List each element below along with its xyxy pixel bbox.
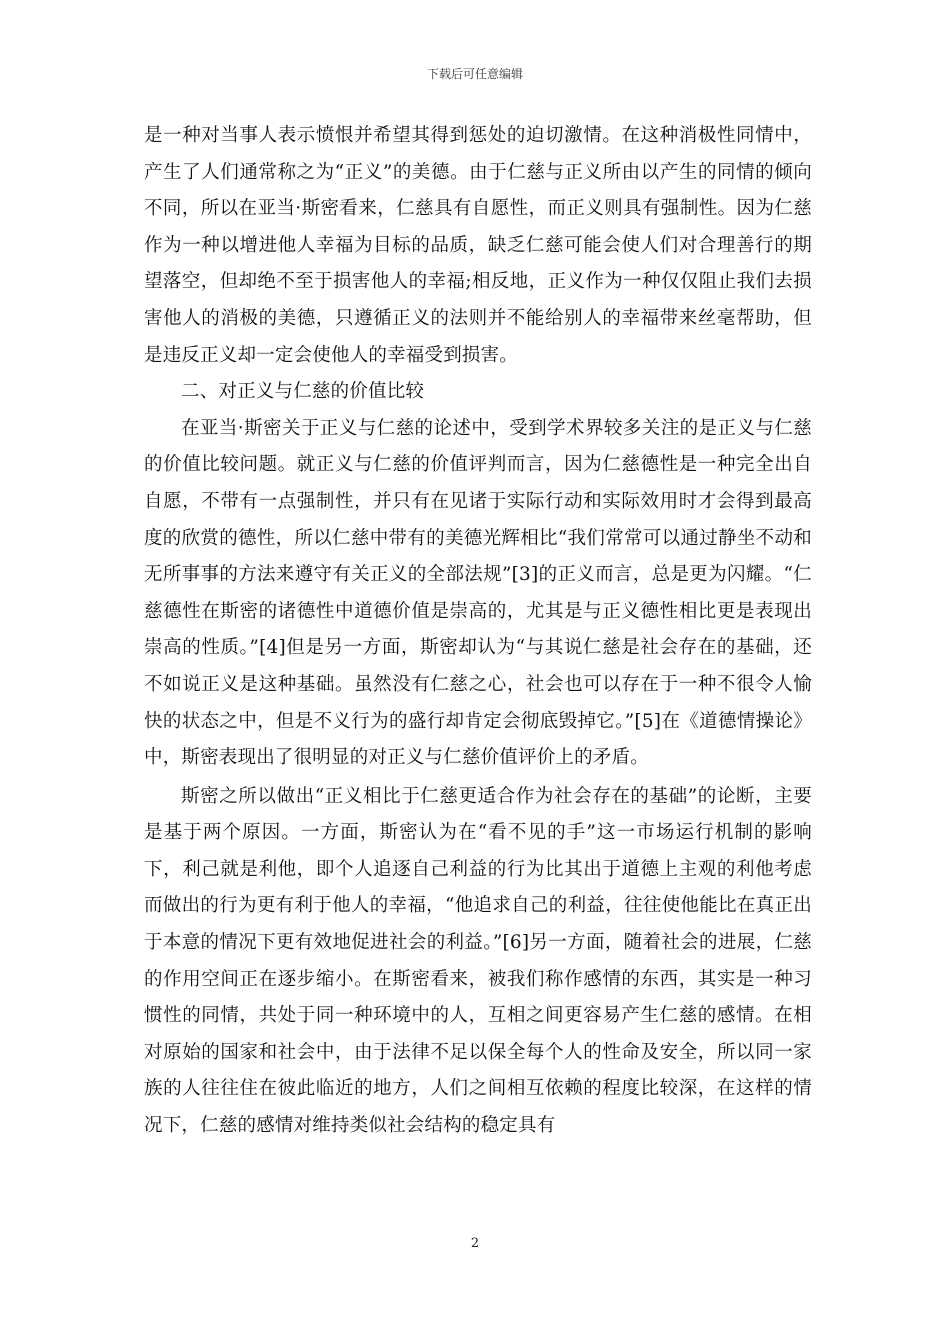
paragraph-value-comparison: 在亚当·斯密关于正义与仁慈的论述中，受到学术界较多关注的是正义与仁慈的价值比较问题。就正义与仁慈的价值评判而言，因为仁慈德性是一种完全出自自愿，不带有一点强制性，并只有在见诸于实际行动和实际效用时才会得到最高度的欣赏的德性，所以仁慈中带有的美德光辉相比“我们常常可以通过静坐不动和无所事事的方法来遵守有关正义的全部法规”[3]的正义而言，总是更为闪耀。“仁慈德性在斯密的诸德性中道德价值是崇高的，尤其是与正义德性相比更是表现出崇高的性质。”[4]但是另一方面，斯密却认为“与其说仁慈是社会存在的基础，还不如说正义是这种基础。虽然没有仁慈之心，社会也可以存在于一种不很令人愉快的状态之中，但是不义行为的盛行却肯定会彻底毁掉它。”[5]在《道德情操论》中，斯密表现出了很明显的对正义与仁慈价值评价上的矛盾。 bbox=[144, 417, 812, 769]
paragraph-continuation: 是一种对当事人表示愤恨并希望其得到惩处的迫切激情。在这种消极性同情中，产生了人们通常称之为“正义”的美德。由于仁慈与正义所由以产生的同情的倾向不同，所以在亚当·斯密看来，仁慈具有自愿性，而正义则具有强制性。因为仁慈作为一种以增进他人幸福为目标的品质，缺乏仁慈可能会使人们对合理善行的期望落空，但却绝不至于损害他人的幸福;相反地，正义作为一种仅仅阻止我们去损害他人的消极的美德，只遵循正义的法则并不能给别人的幸福带来丝毫帮助，但是违反正义却一定会使他人的幸福受到损害。 bbox=[144, 125, 812, 366]
document-body bbox=[144, 118, 812, 1145]
page-header: 下载后可任意编辑 bbox=[426, 67, 523, 81]
paragraph-reasons: 斯密之所以做出“正义相比于仁慈更适合作为社会存在的基础”的论断，主要是基于两个原因。一方面，斯密认为在“看不见的手”这一市场运行机制的影响下，利己就是利他，即个人追逐自己利益的行为比其出于道德上主观的利他考虑而做出的行为更有利于他人的幸福，“他追求自己的利益，往往使他能比在真正出于本意的情况下更有效地促进社会的利益。”[6]另一方面，随着社会的进展，仁慈的作用空间正在逐步缩小。在斯密看来，被我们称作感情的东西，其实是一种习惯性的同情，共处于同一种环境中的人，互相之间更容易产生仁慈的感情。在相对原始的国家和社会中，由于法律不足以保全每个人的性命及安全，所以同一家族的人往往住在彼此临近的地方，人们之间相互依赖的程度比较深，在这样的情况下，仁慈的感情对维持类似社会结构的稳定具有 bbox=[144, 785, 812, 1137]
section-heading: 二、对正义与仁慈的价值比较 bbox=[181, 381, 425, 403]
page-number: 2 bbox=[470, 1236, 480, 1251]
